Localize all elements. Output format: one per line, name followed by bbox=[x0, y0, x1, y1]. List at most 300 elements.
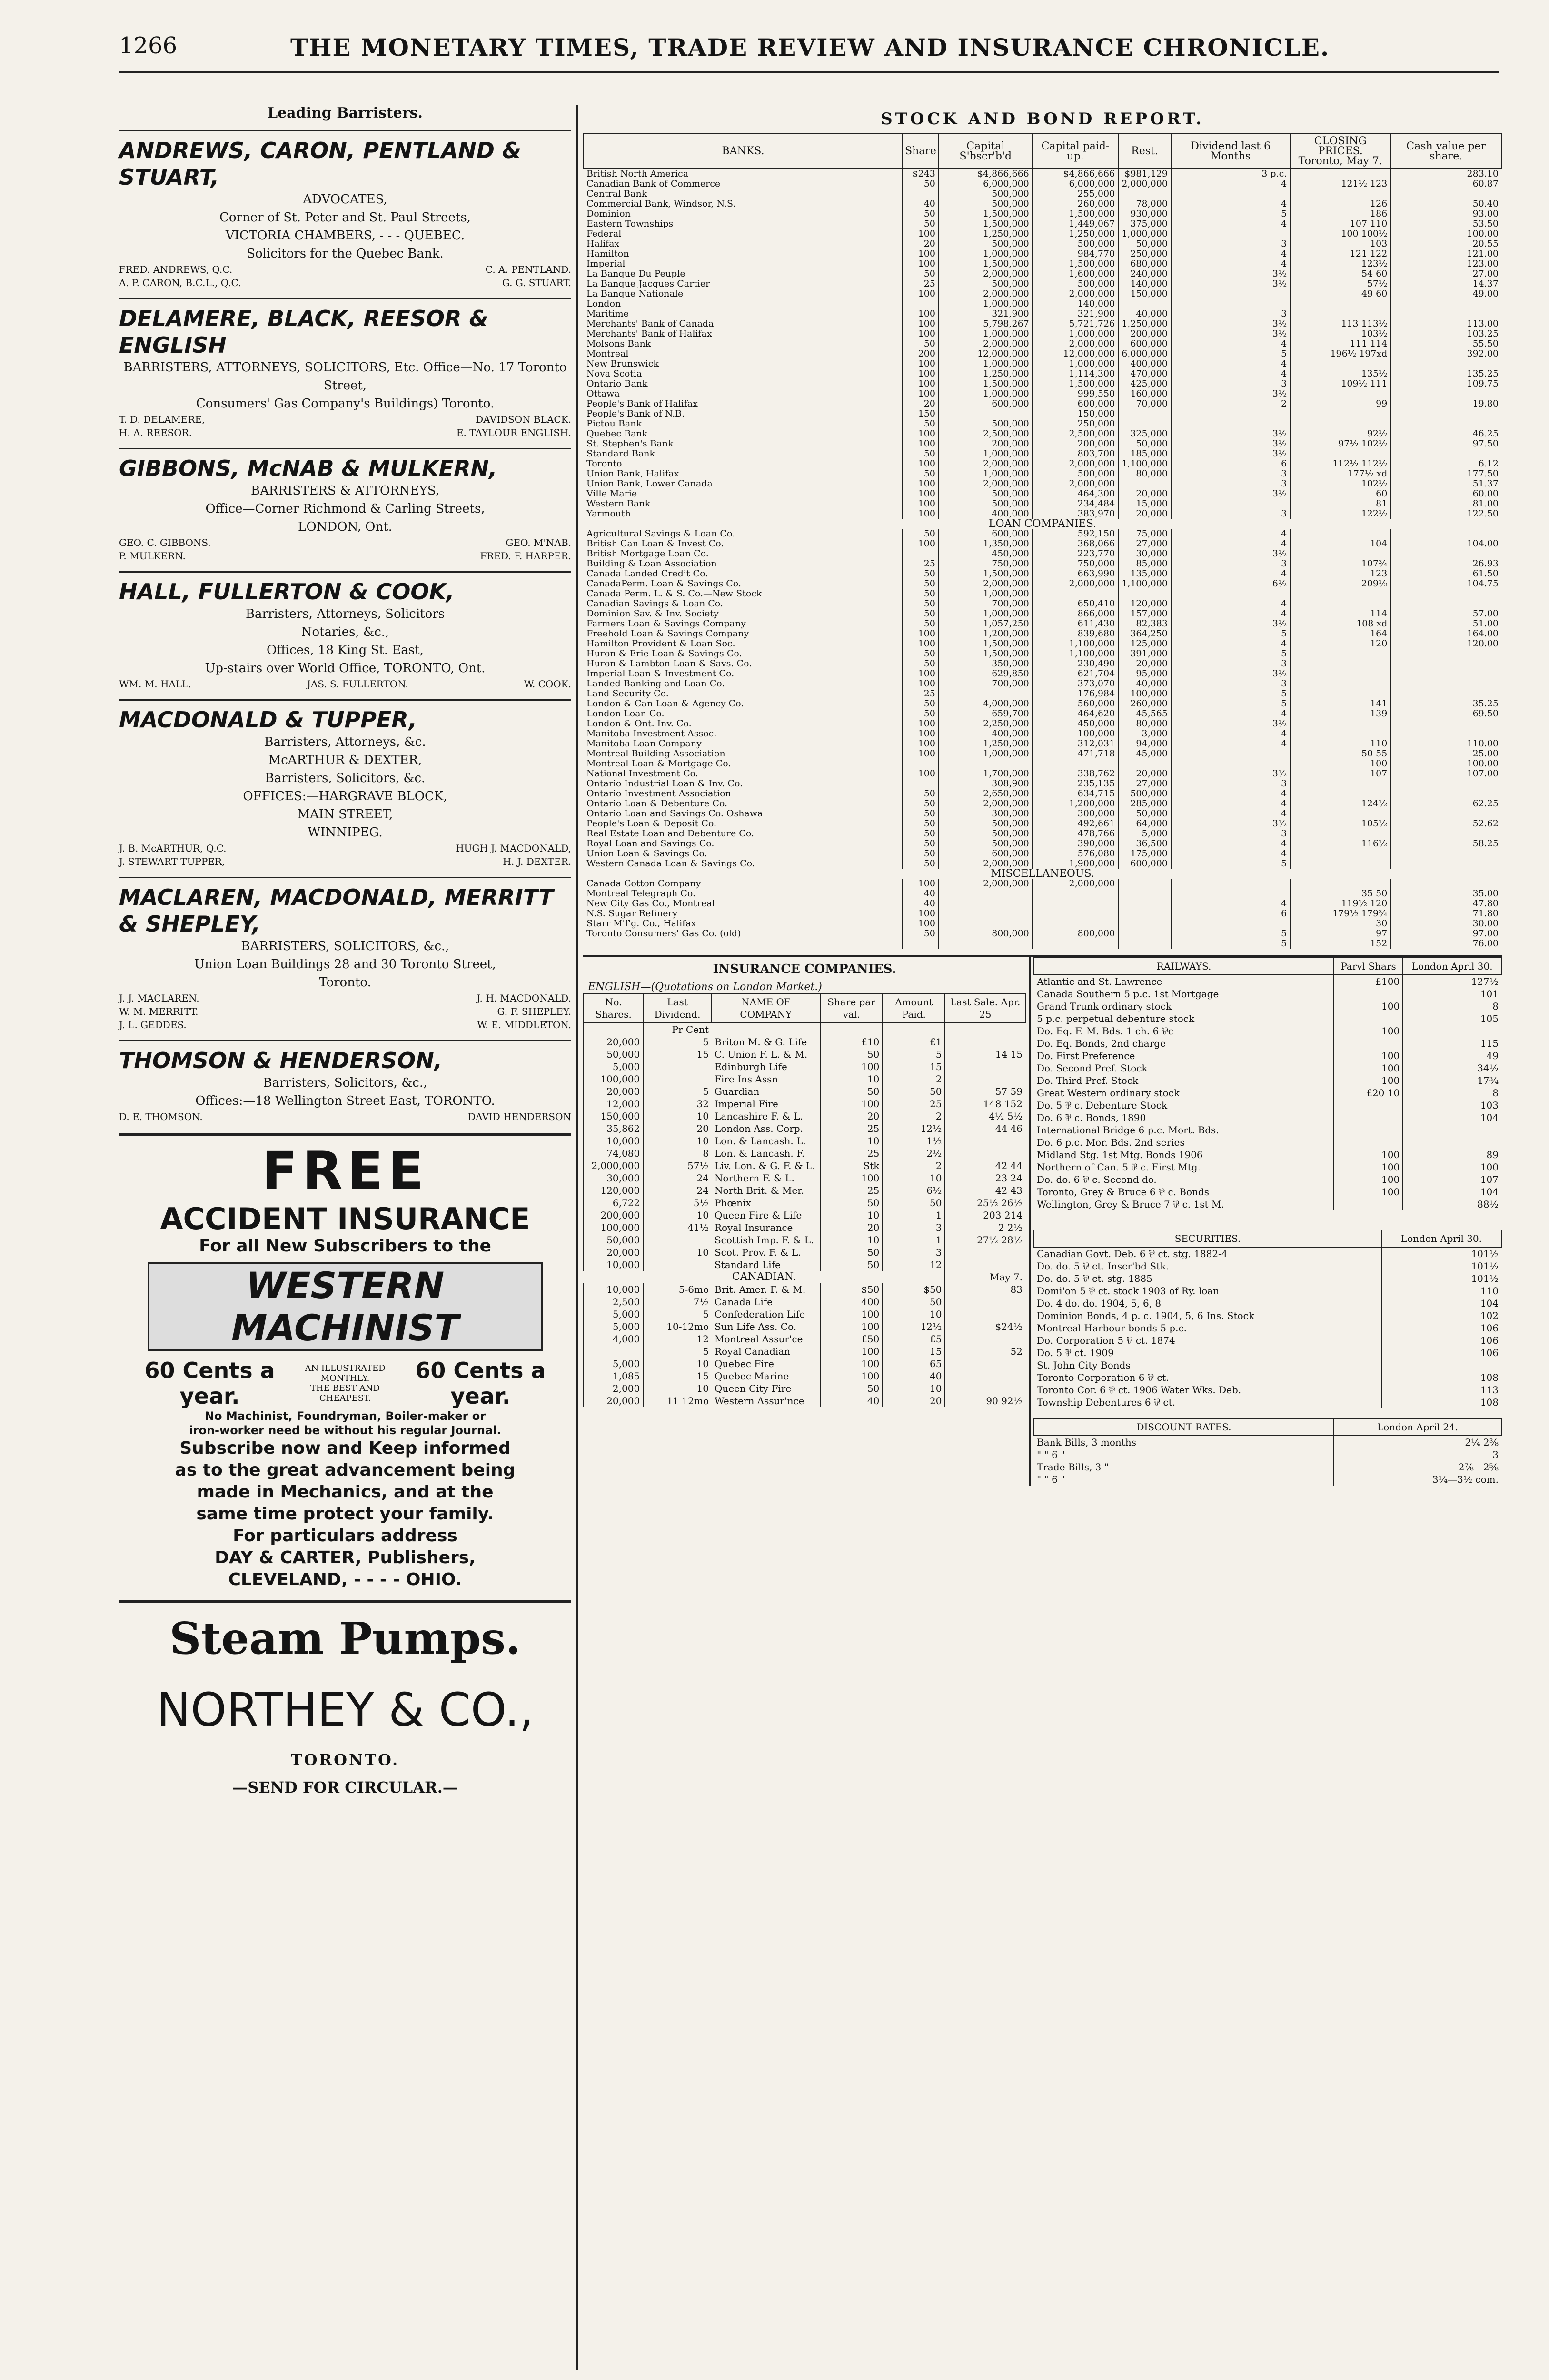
bank-row bbox=[584, 399, 1501, 409]
loan-row bbox=[584, 539, 1501, 549]
loan-row-cell: Huron & Erie Loan & Savings Co. bbox=[586, 648, 742, 659]
bank-row-cell: 12,000,000 bbox=[939, 349, 1033, 359]
loan-row-cell: 5 bbox=[1171, 689, 1290, 699]
security-row-cell: 108 bbox=[1381, 1396, 1501, 1408]
insurance-cell: $50 bbox=[820, 1283, 883, 1296]
misc-row-cell: 97.00 bbox=[1390, 929, 1501, 939]
railway-row-cell bbox=[1403, 1124, 1501, 1136]
loan-row-cell: Agricultural Savings & Loan Co. bbox=[586, 528, 735, 539]
loan-row-cell: 338,762 bbox=[1033, 769, 1118, 779]
barrister-ad-line: WINNIPEG. bbox=[308, 825, 383, 840]
loan-row-cell: 300,000 bbox=[1033, 809, 1118, 819]
barrister-names-row bbox=[119, 426, 571, 439]
insurance-cell: 2 bbox=[883, 1160, 945, 1172]
free-line1: For all New Subscribers to the bbox=[199, 1236, 491, 1256]
discount-row bbox=[1034, 1436, 1501, 1448]
bank-row-cell: 1,500,000 bbox=[1033, 379, 1118, 389]
misc-row-cell: Starr M'f'g. Co., Halifax bbox=[586, 918, 696, 929]
bank-row-cell bbox=[1390, 389, 1501, 399]
loan-row-cell: 75,000 bbox=[1118, 529, 1171, 539]
bank-row-cell: 150 bbox=[903, 409, 939, 419]
free-ad-line: same time protect your family. bbox=[196, 1504, 494, 1524]
bank-row-cell bbox=[1290, 359, 1390, 369]
bank-row bbox=[584, 209, 1501, 219]
insurance-cell: 83 bbox=[945, 1283, 1025, 1296]
barrister-ads bbox=[119, 130, 571, 1123]
misc-row bbox=[584, 919, 1501, 929]
insurance-cell: Western Assur'nce bbox=[714, 1395, 804, 1407]
insurance-row bbox=[584, 1209, 1025, 1221]
bank-row-cell: 1,000,000 bbox=[939, 249, 1033, 259]
loan-row-cell bbox=[1290, 859, 1390, 869]
security-row-cell: 104 bbox=[1381, 1297, 1501, 1309]
loan-row-cell: 50,000 bbox=[1118, 809, 1171, 819]
insurance-cell: 41½ bbox=[643, 1221, 712, 1234]
insurance-cell: 7½ bbox=[643, 1296, 712, 1308]
loan-row-cell: 61.50 bbox=[1390, 569, 1501, 579]
railway-row-cell: Great Western ordinary stock bbox=[1037, 1087, 1180, 1099]
loan-row-cell bbox=[1290, 719, 1390, 729]
insurance-cell: 148 152 bbox=[945, 1098, 1025, 1110]
barrister-ad-line: Office—Corner Richmond & Carling Streets, bbox=[205, 502, 485, 516]
free-ad-line: No Machinist, Foundryman, Boiler-maker or bbox=[204, 1409, 486, 1423]
bank-row bbox=[584, 189, 1501, 199]
bank-row-cell: 3 bbox=[1171, 479, 1290, 489]
loan-row-cell: 164.00 bbox=[1390, 629, 1501, 639]
loan-row-cell: 176,984 bbox=[1033, 689, 1118, 699]
loan-row-cell: 3 bbox=[1171, 659, 1290, 669]
railway-row-cell: £20 10 bbox=[1334, 1087, 1403, 1099]
loan-row-cell: 50 bbox=[903, 579, 939, 589]
bank-row-cell: 1,100,000 bbox=[1118, 459, 1171, 469]
loan-row-cell bbox=[1390, 669, 1501, 679]
bank-row-cell: 100 bbox=[903, 259, 939, 269]
loan-row-cell: 450,000 bbox=[1033, 719, 1118, 729]
insurance-cell: 100 bbox=[820, 1370, 883, 1382]
barrister-name: E. TAYLOUR ENGLISH. bbox=[456, 427, 571, 438]
loan-row-cell: Ontario Investment Association bbox=[586, 788, 731, 799]
misc-row-cell: 40 bbox=[903, 899, 939, 909]
loan-row-cell: 100 bbox=[903, 679, 939, 689]
loan-row-cell: 104.00 bbox=[1390, 539, 1501, 549]
loan-row-cell bbox=[1290, 589, 1390, 599]
railway-row bbox=[1034, 1050, 1501, 1062]
bank-row bbox=[584, 449, 1501, 459]
bank-row-cell: 70,000 bbox=[1118, 399, 1171, 409]
misc-row-cell bbox=[939, 939, 1033, 949]
insurance-cell: 20 bbox=[643, 1122, 712, 1135]
barrister-name: G. F. SHEPLEY. bbox=[497, 1006, 571, 1017]
railway-row-cell: 107 bbox=[1403, 1173, 1501, 1186]
bank-row-cell: 100 bbox=[903, 459, 939, 469]
railway-row bbox=[1034, 1062, 1501, 1074]
insurance-cell bbox=[945, 1036, 1025, 1048]
insurance-cell: 50 bbox=[883, 1296, 945, 1308]
railway-row-cell: Do. Eq. F. M. Bds. 1 ch. 6 ⅌c bbox=[1037, 1025, 1173, 1037]
insurance-cell bbox=[584, 1345, 643, 1358]
loan-row-cell: 1,100,000 bbox=[1033, 649, 1118, 659]
railway-row-cell: Do. 5 ⅌ c. Debenture Stock bbox=[1037, 1100, 1168, 1111]
barrister-name: D. E. THOMSON. bbox=[119, 1111, 203, 1122]
pumps-maker: NORTHEY & CO., bbox=[156, 1683, 534, 1736]
misc-row-cell: 30.00 bbox=[1390, 919, 1501, 929]
misc-row-cell: 100 bbox=[903, 879, 939, 889]
bank-row-cell: 3 p.c. bbox=[1171, 169, 1290, 179]
bank-row-cell bbox=[1171, 189, 1290, 199]
insurance-cell: Confederation Life bbox=[714, 1309, 805, 1320]
bank-row-cell: 99 bbox=[1290, 399, 1390, 409]
barrister-ad bbox=[119, 877, 571, 1031]
loan-row-cell: 50 bbox=[903, 599, 939, 609]
loan-row-cell: 364,250 bbox=[1118, 629, 1171, 639]
loan-row-cell: 25 bbox=[903, 559, 939, 569]
loan-row-cell: 50 bbox=[903, 799, 939, 809]
bank-row-cell: 3½ bbox=[1171, 329, 1290, 339]
loan-row-cell: Canadian Savings & Loan Co. bbox=[586, 598, 723, 609]
railway-row-cell: 100 bbox=[1334, 1025, 1403, 1037]
bank-row-cell: 185,000 bbox=[1118, 449, 1171, 459]
railways-table bbox=[1033, 957, 1502, 1210]
bank-row-cell bbox=[1390, 409, 1501, 419]
bank-row-cell: 2,000,000 bbox=[939, 269, 1033, 279]
bank-row-cell: 93.00 bbox=[1390, 209, 1501, 219]
bank-row-cell: 126 bbox=[1290, 199, 1390, 209]
loan-row-cell: 4 bbox=[1171, 609, 1290, 619]
canadian-date: May 7. bbox=[945, 1271, 1025, 1283]
railway-row bbox=[1034, 1186, 1501, 1198]
loan-row-cell: 100 bbox=[903, 729, 939, 739]
loan-row-cell: 100 bbox=[903, 669, 939, 679]
barristers-heading: Leading Barristers. bbox=[267, 105, 423, 121]
bank-row-cell: 27.00 bbox=[1390, 269, 1501, 279]
bank-row-cell: 375,000 bbox=[1118, 219, 1171, 229]
bank-row-cell: 500,000 bbox=[1033, 469, 1118, 479]
barrister-name: W. M. MERRITT. bbox=[119, 1006, 199, 1017]
loan-row bbox=[584, 549, 1501, 559]
bank-row-cell: 186 bbox=[1290, 209, 1390, 219]
railway-row-cell: 100 bbox=[1334, 1062, 1403, 1074]
bank-row bbox=[584, 339, 1501, 349]
bank-row-cell: $4,866,666 bbox=[1033, 169, 1118, 179]
security-row-cell bbox=[1381, 1359, 1501, 1371]
loan-row-cell: 108 xd bbox=[1290, 619, 1390, 629]
illustrated-monthly: AN ILLUSTRATED MONTHLY. bbox=[305, 1363, 386, 1383]
misc-row-cell: 30 bbox=[1290, 919, 1390, 929]
loan-row-cell bbox=[1290, 599, 1390, 609]
insurance-cell: 50 bbox=[883, 1085, 945, 1098]
loan-row-cell: 3½ bbox=[1171, 719, 1290, 729]
loan-row-cell: 659,700 bbox=[939, 709, 1033, 719]
security-row-cell: Domi'on 5 ⅌ ct. stock 1903 of Ry. loan bbox=[1037, 1285, 1220, 1297]
insurance-row bbox=[584, 1320, 1025, 1333]
railways-par-col: Parvl Shars bbox=[1334, 958, 1403, 975]
insurance-cell: 100 bbox=[820, 1172, 883, 1184]
bank-row-cell: 2,000,000 bbox=[939, 339, 1033, 349]
loan-row-cell: 3½ bbox=[1171, 549, 1290, 559]
bank-row-cell: 1,500,000 bbox=[939, 219, 1033, 229]
pumps-cta: —SEND FOR CIRCULAR.— bbox=[232, 1778, 458, 1796]
railway-row bbox=[1034, 1099, 1501, 1111]
bank-row-cell: 984,770 bbox=[1033, 249, 1118, 259]
bank-row-cell: 1,000,000 bbox=[939, 389, 1033, 399]
misc-row-cell: 97 bbox=[1290, 929, 1390, 939]
bank-row-cell: 5 bbox=[1171, 349, 1290, 359]
bank-row-cell: 1,250,000 bbox=[939, 369, 1033, 379]
insurance-cell: 2,000,000 bbox=[584, 1160, 643, 1172]
bank-row-cell: 680,000 bbox=[1118, 259, 1171, 269]
misc-row-cell bbox=[1118, 919, 1171, 929]
bank-row-cell: 113 113½ bbox=[1290, 319, 1390, 329]
railway-row bbox=[1034, 1161, 1501, 1173]
loan-row bbox=[584, 679, 1501, 689]
misc-row-cell bbox=[584, 939, 903, 949]
insurance-row bbox=[584, 1122, 1025, 1135]
bank-row-cell bbox=[1290, 449, 1390, 459]
loan-row-cell: 1,000,000 bbox=[939, 589, 1033, 599]
railway-row-cell: 104 bbox=[1403, 1186, 1501, 1198]
loan-row-cell: 107.00 bbox=[1390, 769, 1501, 779]
misc-heading-row bbox=[584, 869, 1501, 879]
bank-row-cell: 123½ bbox=[1290, 259, 1390, 269]
loan-row-cell: 3,000 bbox=[1118, 729, 1171, 739]
insurance-cell bbox=[643, 1061, 712, 1073]
bank-row-cell: 1,000,000 bbox=[939, 449, 1033, 459]
loan-row-cell: 100 bbox=[1290, 759, 1390, 769]
discount-row-cell: 2¼ 2⅜ bbox=[1334, 1436, 1501, 1448]
loan-row-cell: 50 bbox=[903, 839, 939, 849]
insurance-cell: 50 bbox=[820, 1197, 883, 1209]
bank-row-cell bbox=[1171, 299, 1290, 309]
loan-row-cell: 450,000 bbox=[939, 549, 1033, 559]
misc-row-cell: 4 bbox=[1171, 899, 1290, 909]
misc-row-cell bbox=[1390, 879, 1501, 889]
bank-row-cell: 100 bbox=[903, 429, 939, 439]
bank-row-cell: Canadian Bank of Commerce bbox=[586, 178, 721, 189]
bank-row-cell: Union Bank, Halifax bbox=[586, 468, 679, 479]
insurance-col: Last Sale. Apr. 25 bbox=[945, 993, 1025, 1023]
insurance-row bbox=[584, 1098, 1025, 1110]
loan-row-cell bbox=[1290, 829, 1390, 839]
insurance-row bbox=[584, 1135, 1025, 1147]
stock-table bbox=[583, 133, 1502, 949]
bank-row-cell bbox=[1290, 169, 1390, 179]
bank-row-cell: 600,000 bbox=[939, 399, 1033, 409]
bank-row-cell: 500,000 bbox=[939, 239, 1033, 249]
loan-row-cell: CanadaPerm. Loan & Savings Co. bbox=[586, 578, 741, 589]
insurance-cell: 1 bbox=[883, 1234, 945, 1246]
loan-row-cell: 52.62 bbox=[1390, 819, 1501, 829]
barrister-name: FRED. F. HARPER. bbox=[480, 550, 571, 562]
railway-row-cell: 8 bbox=[1403, 1087, 1501, 1099]
misc-row-cell: 35.00 bbox=[1390, 889, 1501, 899]
railway-row-cell bbox=[1403, 1025, 1501, 1037]
bank-row-cell: 464,300 bbox=[1033, 489, 1118, 499]
security-row bbox=[1034, 1396, 1501, 1408]
loan-row-cell: Landed Banking and Loan Co. bbox=[586, 678, 725, 689]
bank-row-cell: 3 bbox=[1171, 509, 1290, 519]
misc-row-cell: 119½ 120 bbox=[1290, 899, 1390, 909]
loan-row bbox=[584, 859, 1501, 869]
bank-row-cell: 600,000 bbox=[1033, 399, 1118, 409]
bank-row-cell: 5,721,726 bbox=[1033, 319, 1118, 329]
loan-row-cell: 125,000 bbox=[1118, 639, 1171, 649]
barrister-ad-line: BARRISTERS, SOLICITORS, &c., bbox=[241, 939, 449, 953]
bank-row-cell: Western Bank bbox=[586, 498, 651, 509]
bank-row-cell: 160,000 bbox=[1118, 389, 1171, 399]
insurance-cell: 5,000 bbox=[584, 1358, 643, 1370]
bank-row-cell: 100 bbox=[903, 489, 939, 499]
barrister-name: P. MULKERN. bbox=[119, 550, 186, 562]
insurance-cell: £1 bbox=[883, 1036, 945, 1048]
insurance-cell: 100 bbox=[820, 1320, 883, 1333]
loan-row-cell: 25 bbox=[903, 689, 939, 699]
misc-row-cell bbox=[1033, 909, 1118, 919]
barrister-names-row bbox=[119, 1018, 571, 1031]
loan-row-cell: British Can Loan & Invest Co. bbox=[586, 538, 724, 549]
free-ad-body bbox=[119, 1409, 571, 1591]
loan-row-cell: 100 bbox=[903, 629, 939, 639]
loan-row-cell bbox=[1390, 809, 1501, 819]
railway-row-cell: Do. 6 p.c. Mor. Bds. 2nd series bbox=[1037, 1137, 1185, 1148]
loan-heading: LOAN COMPANIES. bbox=[988, 518, 1097, 530]
barrister-ad-title: THOMSON & HENDERSON, bbox=[119, 1048, 443, 1073]
misc-row-cell bbox=[1118, 929, 1171, 939]
machinist-banner bbox=[148, 1262, 543, 1351]
bank-row-cell: 113.00 bbox=[1390, 319, 1501, 329]
loan-row-cell: 5 bbox=[1171, 699, 1290, 709]
bank-row bbox=[584, 349, 1501, 359]
insurance-cell: 35,862 bbox=[584, 1122, 643, 1135]
bank-row-cell: 2,000,000 bbox=[939, 289, 1033, 299]
discount-heading: DISCOUNT RATES. bbox=[1034, 1418, 1334, 1436]
loan-row-cell: 50 bbox=[903, 529, 939, 539]
misc-row-cell bbox=[1033, 899, 1118, 909]
insurance-cell: 12 bbox=[883, 1259, 945, 1271]
bank-row bbox=[584, 499, 1501, 509]
bank-row-cell: Montreal bbox=[586, 348, 629, 359]
misc-row-cell: New City Gas Co., Montreal bbox=[586, 898, 715, 909]
bank-row-cell: 500,000 bbox=[939, 419, 1033, 429]
loan-row-cell bbox=[1390, 659, 1501, 669]
barrister-names-row bbox=[119, 263, 571, 276]
bank-row-cell bbox=[903, 189, 939, 199]
security-row-cell: 101½ bbox=[1381, 1260, 1501, 1272]
insurance-cell: 23 24 bbox=[945, 1172, 1025, 1184]
barrister-ad-line: BARRISTERS, ATTORNEYS, SOLICITORS, Etc. Office—No. 17 Toronto Street, bbox=[123, 360, 567, 393]
loan-row-cell: 4 bbox=[1171, 809, 1290, 819]
bank-row-cell: 400,000 bbox=[939, 509, 1033, 519]
bank-row-cell: 4 bbox=[1171, 199, 1290, 209]
securities-heading: SECURITIES. bbox=[1034, 1230, 1381, 1247]
bank-row-cell: 4 bbox=[1171, 359, 1290, 369]
insurance-cell: 40 bbox=[883, 1370, 945, 1382]
insurance-cell: Brit. Amer. F. & M. bbox=[714, 1284, 806, 1295]
barrister-name: H. A. REESOR. bbox=[119, 427, 192, 438]
loan-row-cell: 4 bbox=[1171, 799, 1290, 809]
insurance-row bbox=[584, 1345, 1025, 1358]
loan-row-cell: 3½ bbox=[1171, 819, 1290, 829]
bank-row-cell: 4 bbox=[1171, 249, 1290, 259]
loan-row-cell bbox=[1290, 649, 1390, 659]
railway-row-cell: Wellington, Grey & Bruce 7 ⅌ c. 1st M. bbox=[1037, 1199, 1224, 1210]
insurance-cell bbox=[945, 1147, 1025, 1160]
loan-row-cell: 20,000 bbox=[1118, 769, 1171, 779]
bank-row-cell: 1,500,000 bbox=[1033, 209, 1118, 219]
bank-row-cell: 57½ bbox=[1290, 279, 1390, 289]
bank-row-cell: Commercial Bank, Windsor, N.S. bbox=[586, 198, 736, 209]
railway-row-cell: Do. Third Pref. Stock bbox=[1037, 1075, 1139, 1086]
bank-row-cell: 1,114,300 bbox=[1033, 369, 1118, 379]
loan-row bbox=[584, 759, 1501, 769]
loan-row-cell: 1,000,000 bbox=[939, 609, 1033, 619]
insurance-row bbox=[584, 1395, 1025, 1407]
insurance-row bbox=[584, 1110, 1025, 1122]
discount-row-cell: " " 6 " bbox=[1037, 1449, 1065, 1460]
free-ad-line: Subscribe now and Keep informed bbox=[179, 1438, 511, 1458]
bank-row-cell: 3 bbox=[1171, 469, 1290, 479]
misc-row bbox=[584, 929, 1501, 939]
loan-row-cell: People's Loan & Deposit Co. bbox=[586, 818, 716, 829]
loan-row-cell: Dominion Sav. & Inv. Society bbox=[586, 608, 719, 619]
loan-row-cell: 4 bbox=[1171, 839, 1290, 849]
insurance-cell: 50 bbox=[883, 1197, 945, 1209]
railway-row bbox=[1034, 975, 1501, 988]
insurance-cell: 150,000 bbox=[584, 1110, 643, 1122]
bank-row bbox=[584, 409, 1501, 419]
bank-row-cell: 930,000 bbox=[1118, 209, 1171, 219]
bank-row-cell: 260,000 bbox=[1033, 199, 1118, 209]
bank-row-cell: 5,798,267 bbox=[939, 319, 1033, 329]
bank-row-cell: 100 bbox=[903, 229, 939, 239]
barrister-name: J. H. MACDONALD. bbox=[477, 992, 571, 1004]
bank-row bbox=[584, 469, 1501, 479]
loan-row-cell: 80,000 bbox=[1118, 719, 1171, 729]
bank-row-cell: Dominion bbox=[586, 208, 631, 219]
loan-row-cell: 2,000,000 bbox=[939, 579, 1033, 589]
insurance-panel bbox=[583, 957, 1031, 1486]
insurance-row bbox=[584, 1246, 1025, 1259]
loan-row-cell bbox=[1033, 759, 1118, 769]
pumps-city: TORONTO. bbox=[290, 1751, 400, 1769]
loan-row-cell: 100,000 bbox=[1033, 729, 1118, 739]
bank-row-cell: 19.80 bbox=[1390, 399, 1501, 409]
bank-row-cell: 1,000,000 bbox=[1033, 329, 1118, 339]
loan-row-cell: 3 bbox=[1171, 559, 1290, 569]
insurance-cell: Phœnix bbox=[714, 1197, 751, 1209]
loan-row-cell: Manitoba Loan Company bbox=[586, 738, 702, 749]
insurance-cell: Liv. Lon. & G. F. & L. bbox=[714, 1160, 815, 1171]
loan-row-cell: Canada Landed Credit Co. bbox=[586, 568, 708, 579]
steam-pumps-ad bbox=[119, 1600, 571, 1796]
loan-row-cell: 135,000 bbox=[1118, 569, 1171, 579]
insurance-cell: 100 bbox=[820, 1098, 883, 1110]
railway-row bbox=[1034, 988, 1501, 1000]
bank-row-cell bbox=[1118, 189, 1171, 199]
bank-row-cell: 500,000 bbox=[1033, 279, 1118, 289]
loan-row-cell: 391,000 bbox=[1118, 649, 1171, 659]
loan-row-cell: 94,000 bbox=[1118, 739, 1171, 749]
insurance-cell: 5,000 bbox=[584, 1320, 643, 1333]
insurance-cell: 50 bbox=[820, 1259, 883, 1271]
railway-row-cell: 100 bbox=[1334, 1050, 1403, 1062]
barrister-name: GEO. C. GIBBONS. bbox=[119, 537, 211, 548]
bank-row bbox=[584, 199, 1501, 209]
bank-row-cell: 50 bbox=[903, 209, 939, 219]
bank-row-cell: 392.00 bbox=[1390, 349, 1501, 359]
barristers-column bbox=[119, 105, 571, 2361]
security-row-cell: Toronto Corporation 6 ⅌ ct. bbox=[1037, 1372, 1169, 1383]
loan-row-cell: 5 bbox=[1171, 629, 1290, 639]
